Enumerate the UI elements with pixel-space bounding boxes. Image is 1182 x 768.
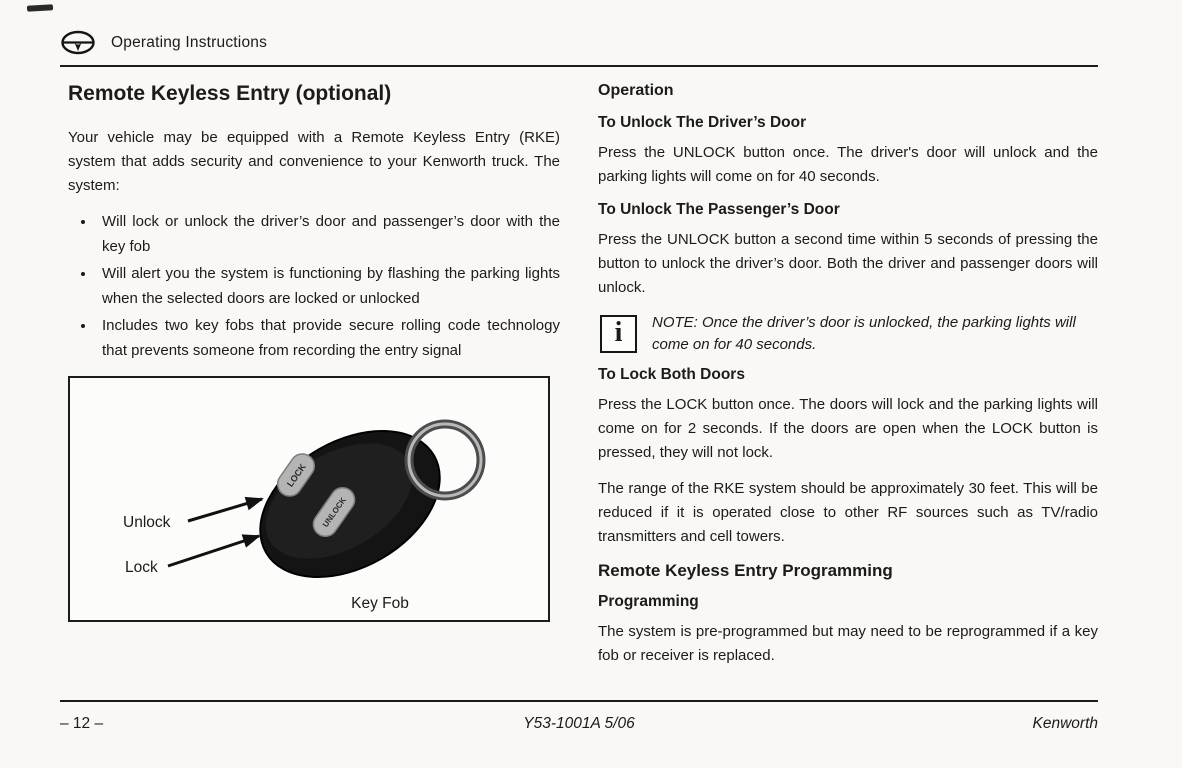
- programming-heading: Programming: [598, 593, 699, 610]
- lock-button-label: LOCK: [285, 461, 308, 489]
- key-fob-illustration: [70, 378, 548, 620]
- left-column: [68, 82, 560, 680]
- unlock-passenger-heading: To Unlock The Passenger’s Door: [598, 201, 840, 218]
- programming-section-heading: Remote Keyless Entry Programming: [598, 561, 893, 580]
- page-number: – 12 –: [60, 715, 104, 732]
- key-fob-figure: [68, 376, 550, 622]
- programming-paragraph: The system is pre-programmed but may need to be reprogrammed if a key fob or receiver is replaced.: [598, 623, 1098, 664]
- unlock-passenger-paragraph: Press the UNLOCK button a second time within 5 seconds of pressing the button to unlock the driver’s door. Both the driver and passenger doors will unlock.: [598, 231, 1098, 296]
- unlock-button-label: UNLOCK: [320, 495, 348, 529]
- unlock-callout-label: Unlock: [123, 514, 171, 531]
- brand-name: Kenworth: [1032, 715, 1098, 732]
- steering-wheel-icon: [60, 30, 96, 55]
- document-code: Y53-1001A 5/06: [523, 715, 635, 732]
- list-item: • Will alert you the system is functioning by flashing the parking lights when the selected doors are locked or unlocked: [96, 262, 560, 311]
- unlock-arrow: [188, 499, 262, 521]
- lock-both-heading: To Lock Both Doors: [598, 366, 745, 383]
- note-callout: [600, 312, 1098, 356]
- header-title: Operating Instructions: [111, 33, 268, 51]
- page-footer: [60, 700, 1098, 733]
- list-item: • Includes two key fobs that provide secure rolling code technology that prevents someone from recording the entry signal: [96, 314, 560, 363]
- scan-artifact: [27, 4, 53, 11]
- lock-arrow: [168, 536, 259, 566]
- lock-callout-label: Lock: [125, 559, 158, 576]
- page-header: [60, 30, 1098, 67]
- lock-both-paragraph: Press the LOCK button once. The doors will lock and the parking lights will come on for 2 seconds. If the doors are open when the LOCK button is pressed, they will not lock.: [598, 396, 1098, 461]
- operation-heading: Operation: [598, 82, 674, 99]
- rke-range-paragraph: The range of the RKE system should be approximately 30 feet. This will be reduced if it is operated close to other RF sources such as TV/radio transmitters and cell towers.: [598, 480, 1098, 545]
- rke-feature-list: [96, 210, 560, 363]
- note-text: NOTE: Once the driver’s door is unlocked, the parking lights will come on for 40 seconds.: [652, 314, 1076, 353]
- list-item: • Will lock or unlock the driver’s door and passenger’s door with the key fob: [96, 210, 560, 259]
- right-column: [598, 82, 1098, 680]
- info-icon: i: [600, 315, 637, 353]
- unlock-driver-paragraph: Press the UNLOCK button once. The driver's door will unlock and the parking lights will come on for 40 seconds.: [598, 144, 1098, 185]
- unlock-driver-heading: To Unlock The Driver’s Door: [598, 114, 807, 131]
- figure-caption: Key Fob: [351, 595, 409, 612]
- section-title-rke: Remote Keyless Entry (optional): [68, 82, 392, 105]
- rke-intro-paragraph: Your vehicle may be equipped with a Remote Keyless Entry (RKE) system that adds security and convenience to your Kenworth truck. The system:: [68, 129, 560, 194]
- page-content: [68, 82, 1098, 680]
